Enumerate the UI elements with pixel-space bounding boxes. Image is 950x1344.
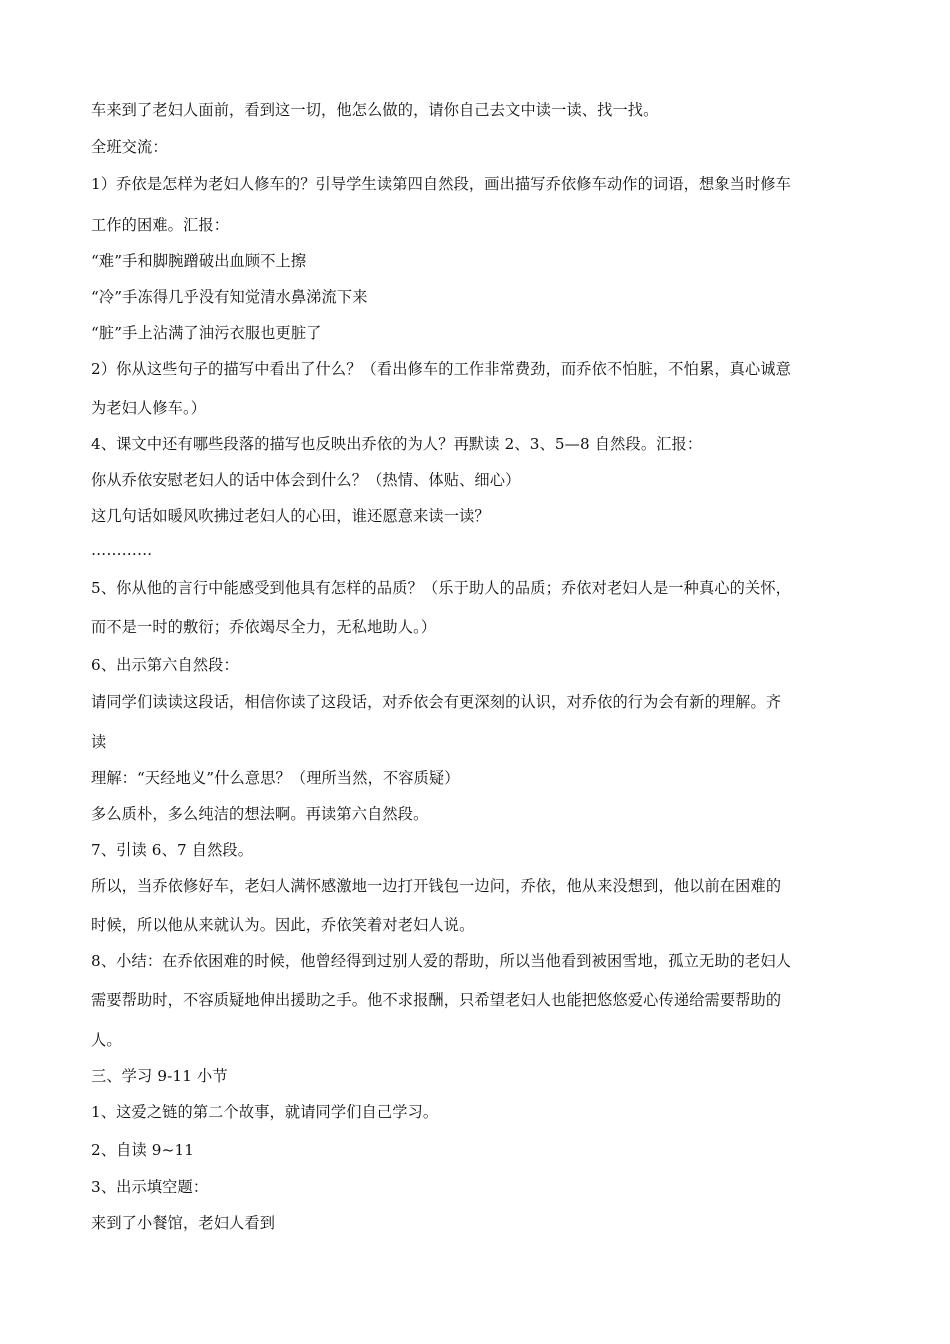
text-line: 而不是一时的敷衍；乔依竭尽全力，无私地助人。） [91,618,437,636]
text-line: 8、小结：在乔依困难的时候，他曾经得到过别人爱的帮助，所以当他看到被困雪地，孤立无助的老妇人 [91,952,791,970]
text-line: 2）你从这些句子的描写中看出了什么？（看出修车的工作非常费劲，而乔依不怕脏，不怕累，真心诚意 [91,360,791,378]
text-line: 5、你从他的言行中能感受到他具有怎样的品质？（乐于助人的品质；乔依对老妇人是一种真心的关怀， [91,579,791,597]
ellipsis-line: ………… [91,541,153,559]
text-line: 需要帮助时，不容质疑地伸出援助之手。他不求报酬，只希望老妇人也能把悠悠爱心传递给需要帮助的 [91,991,782,1009]
text-line: 1）乔依是怎样为老妇人修车的？引导学生读第四自然段，画出描写乔依修车动作的词语，想象当时修车 [91,175,791,193]
text-line: “冷”手冻得几乎没有知觉清水鼻涕流下来 [91,288,368,306]
text-line: 全班交流： [91,138,168,156]
section-heading: 三、学习 9-11 小节 [91,1067,228,1085]
text-line: 工作的困难。汇报： [91,216,230,234]
text-line: 车来到了老妇人面前，看到这一切，他怎么做的，请你自己去文中读一读、找一找。 [91,101,659,119]
text-line: “脏”手上沾满了油污衣服也更脏了 [91,324,322,342]
text-line: 6、出示第六自然段： [91,656,239,674]
text-line: 读 [91,733,107,751]
text-line: 7、引读 6、7 自然段。 [91,841,254,859]
text-line: 这几句话如暖风吹拂过老妇人的心田，谁还愿意来读一读？ [91,507,490,525]
text-line: 为老妇人修车。） [91,399,207,417]
text-line: 2、自读 9~11 [91,1141,195,1159]
text-line: 你从乔依安慰老妇人的话中体会到什么？（热情、体贴、细心） [91,471,521,489]
text-line: 请同学们读读这段话，相信你读了这段话，对乔依会有更深刻的认识，对乔依的行为会有新的理解。齐 [91,693,782,711]
text-line: 4、课文中还有哪些段落的描写也反映出乔依的为人？再默读 2、3、5—8 自然段。汇报： [91,435,703,453]
text-line: 1、这爱之链的第二个故事，就请同学们自己学习。 [91,1103,439,1121]
text-line: “难”手和脚腕蹭破出血顾不上擦 [91,252,307,270]
text-line: 人。 [91,1031,122,1049]
text-line: 所以，当乔依修好车，老妇人满怀感激地一边打开钱包一边问，乔依，他从来没想到，他以前在困难的 [91,877,782,895]
text-line: 3、出示填空题： [91,1178,209,1196]
text-line: 多么质朴，多么纯洁的想法啊。再读第六自然段。 [91,805,429,823]
text-line: 时候，所以他从来就认为。因此，乔依笑着对老妇人说。 [91,916,475,934]
text-line: 来到了小餐馆，老妇人看到 [91,1214,276,1232]
text-line: 理解：“天经地义”什么意思？（理所当然，不容质疑） [91,769,460,787]
